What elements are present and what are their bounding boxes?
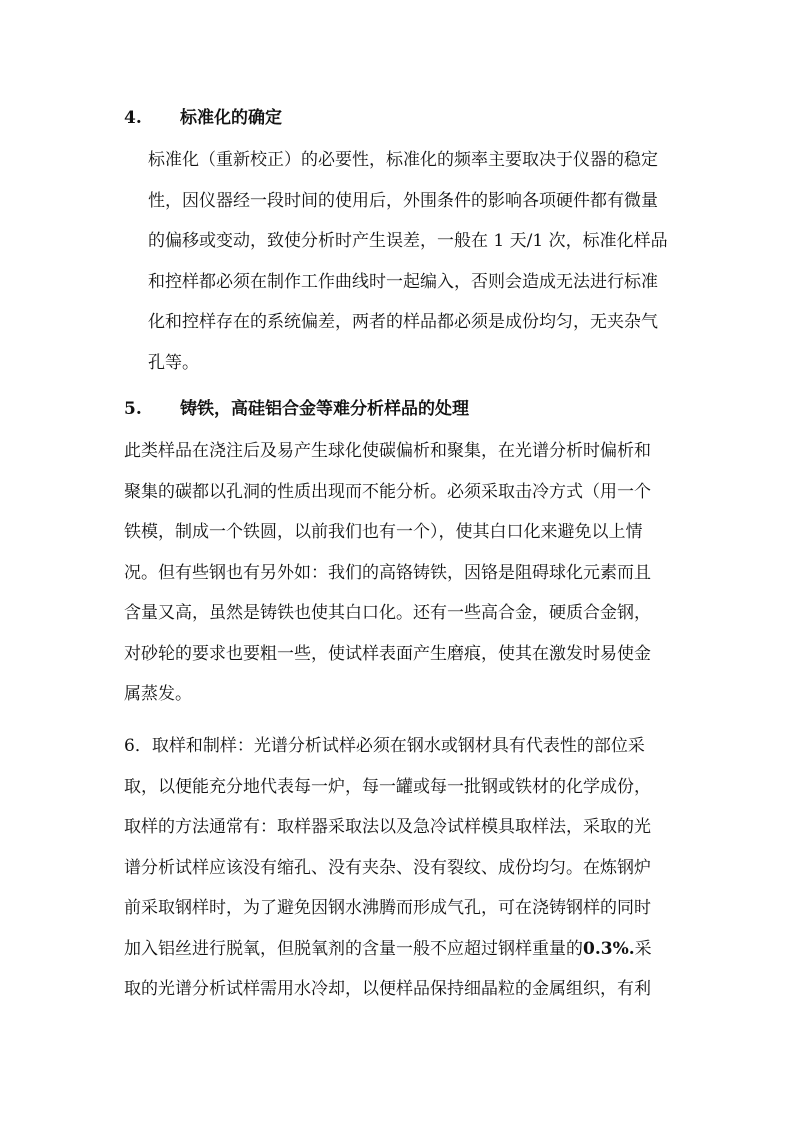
paragraph-line: 对砂轮的要求也要粗一些，使试样表面产生磨痕，使其在激发时易使金: [124, 643, 651, 664]
paragraph-line: 的偏移或变动，致使分析时产生误差，一般在 1 天/1 次，标准化样品: [148, 231, 668, 251]
section-5-paragraph: [124, 431, 651, 715]
section-title: 铸铁，高硅铝合金等难分析样品的处理: [180, 399, 469, 419]
section-title: 标准化的确定: [180, 108, 282, 128]
paragraph-line: 和控样都必须在制作工作曲线时一起编入，否则会造成无法进行标准: [148, 271, 658, 292]
paragraph-line: 前采取钢样时，为了避免因钢水沸腾而形成气孔，可在浇铸钢样的同时: [124, 898, 651, 918]
section-5-heading: [124, 399, 469, 419]
percentage-value: 0.3%.: [583, 938, 635, 959]
section-4-paragraph: [148, 140, 668, 383]
paragraph-line: 此类样品在浇注后及易产生球化使碳偏析和聚集，在光谱分析时偏析和: [124, 441, 651, 461]
paragraph-line: 含量又高，虽然是铸铁也使其白口化。还有一些高合金，硬质合金钢，: [124, 603, 651, 623]
paragraph-line: 化和控样存在的系统偏差，两者的样品都必须是成份均匀，无夹杂气: [148, 312, 658, 332]
line-text: 加入铝丝进行脱氧，但脱氧剂的含量一般不应超过钢样重量的: [124, 938, 583, 959]
paragraph-line: 属蒸发。: [124, 684, 192, 704]
paragraph-line: 孔等。: [148, 352, 199, 373]
paragraph-line: 性，因仪器经一段时间的使用后，外围条件的影响各项硬件都有微量: [148, 190, 658, 211]
section-number: 5.: [124, 399, 142, 419]
paragraph-line: 况。但有些钢也有另外如：我们的高铬铸铁，因铬是阻碍球化元素而且: [124, 562, 651, 583]
paragraph-line: 6．取样和制样：光谱分析试样必须在钢水或钢材具有代表性的部位采: [124, 736, 645, 756]
paragraph-line: 铁模，制成一个铁圆，以前我们也有一个），使其白口化来避免以上情: [124, 522, 643, 542]
section-number: 4.: [124, 108, 142, 128]
paragraph-line: 聚集的碳都以孔洞的性质出现而不能分析。必须采取击冷方式（用一个: [124, 481, 651, 502]
paragraph-line: 取样的方法通常有：取样器采取法以及急冷试样模具取样法，采取的光: [124, 817, 651, 837]
paragraph-line: [124, 929, 652, 970]
paragraph-line: 标准化（重新校正）的必要性，标准化的频率主要取决于仪器的稳定: [148, 150, 658, 170]
paragraph-line: 谱分析试样应该没有缩孔、没有夹杂、没有裂纹、成份均匀。在炼钢炉: [124, 857, 651, 878]
paragraph-line: 取的光谱分析试样需用水冷却，以便样品保持细晶粒的金属组织，有利: [124, 979, 651, 999]
section-4-heading: [124, 108, 282, 128]
line-text: 采: [634, 938, 652, 959]
paragraph-line: 取，以便能充分地代表每一炉，每一罐或每一批钢或铁材的化学成份，: [124, 776, 651, 797]
section-6-paragraph: [124, 726, 652, 1010]
